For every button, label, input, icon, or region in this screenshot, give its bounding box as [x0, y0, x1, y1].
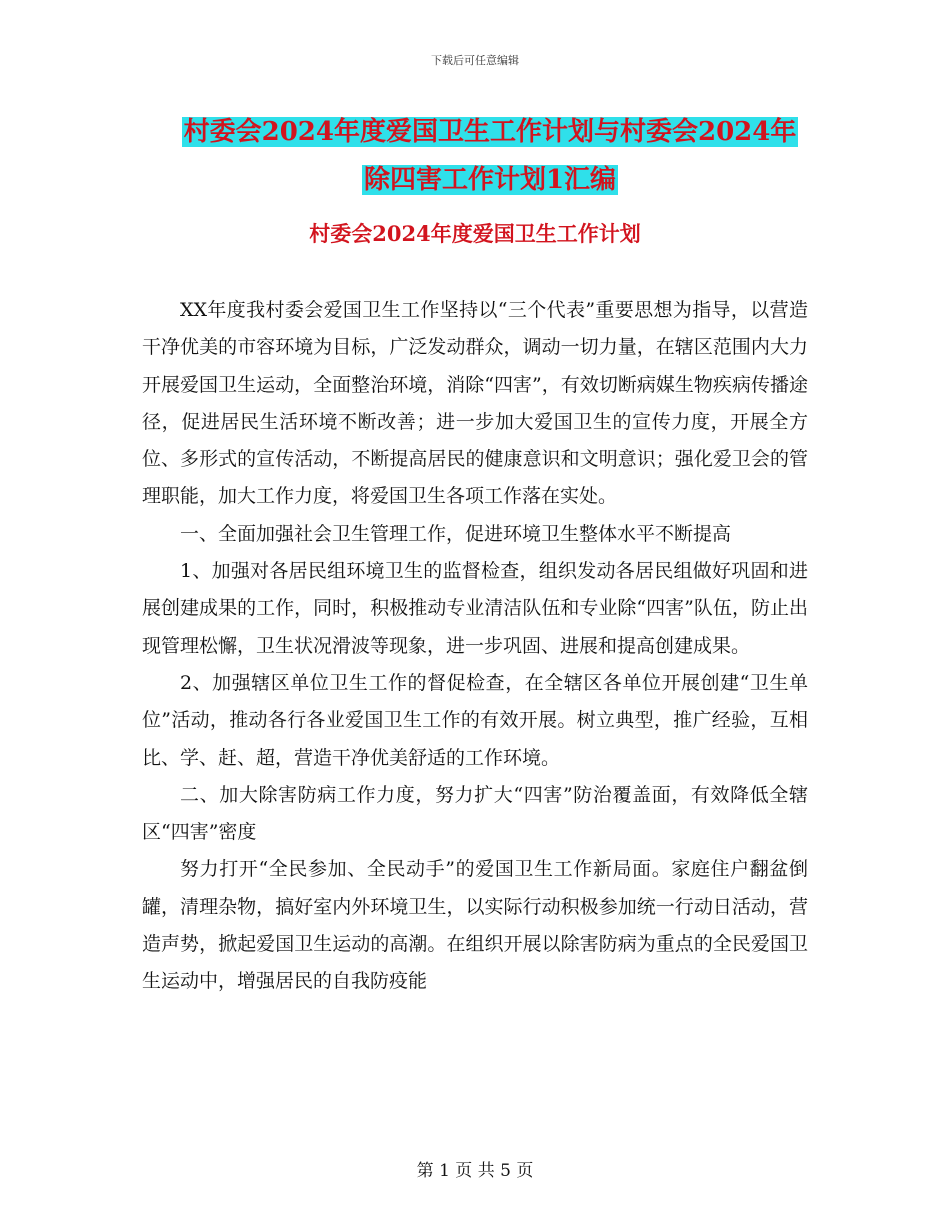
- paragraph: 1、加强对各居民组环境卫生的监督检查，组织发动各居民组做好巩固和进展创建成果的工作，同时，积极推动专业清洁队伍和专业除“四害”队伍，防止出现管理松懈，卫生状况滑波等现象，进一步巩固、进展和提高创建成果。: [142, 560, 808, 657]
- header-note: 下载后可任意编辑: [431, 54, 519, 67]
- paragraph: 努力打开“全民参加、全民动手”的爱国卫生工作新局面。家庭住户翻盆倒罐，清理杂物，搞好室内外环境卫生，以实际行动积极参加统一行动日活动，营造声势，掀起爱国卫生运动的高潮。在组织开展以除害防病为重点的全民爱国卫生运动中，增强居民的自我防疫能: [142, 858, 808, 993]
- document-title-line-2: 除四害工作计划1汇编: [363, 165, 617, 195]
- body-text: [142, 292, 808, 1001]
- paragraph: XX年度我村委会爱国卫生工作坚持以“三个代表”重要思想为指导，以营造干净优美的市容环境为目标，广泛发动群众，调动一切力量，在辖区范围内大力开展爱国卫生运动，全面整治环境，消除“四害”，有效切断病媒生物疾病传播途径，促进居民生活环境不断改善；进一步加大爱国卫生的宣传力度，开展全方位、多形式的宣传活动，不断提高居民的健康意识和文明意识；强化爱卫会的管理职能，加大工作力度，将爱国卫生各项工作落在实处。: [142, 299, 808, 508]
- paragraph: 二、加大除害防病工作力度，努力扩大“四害”防治覆盖面，有效降低全辖区“四害”密度: [142, 783, 808, 844]
- section-title: 村委会2024年度爱国卫生工作计划: [309, 221, 641, 246]
- document-title-line-1: 村委会2024年度爱国卫生工作计划与村委会2024年: [183, 117, 797, 147]
- paragraph: 2、加强辖区单位卫生工作的督促检查，在全辖区各单位开展创建“卫生单位”活动，推动各行各业爱国卫生工作的有效开展。树立典型，推广经验，互相比、学、赶、超，营造干净优美舒适的工作环境。: [142, 671, 808, 769]
- paragraph: 一、全面加强社会卫生管理工作，促进环境卫生整体水平不断提高: [180, 522, 732, 545]
- document-title: [140, 108, 840, 204]
- page-footer: 第 1 页 共 5 页: [416, 1161, 534, 1181]
